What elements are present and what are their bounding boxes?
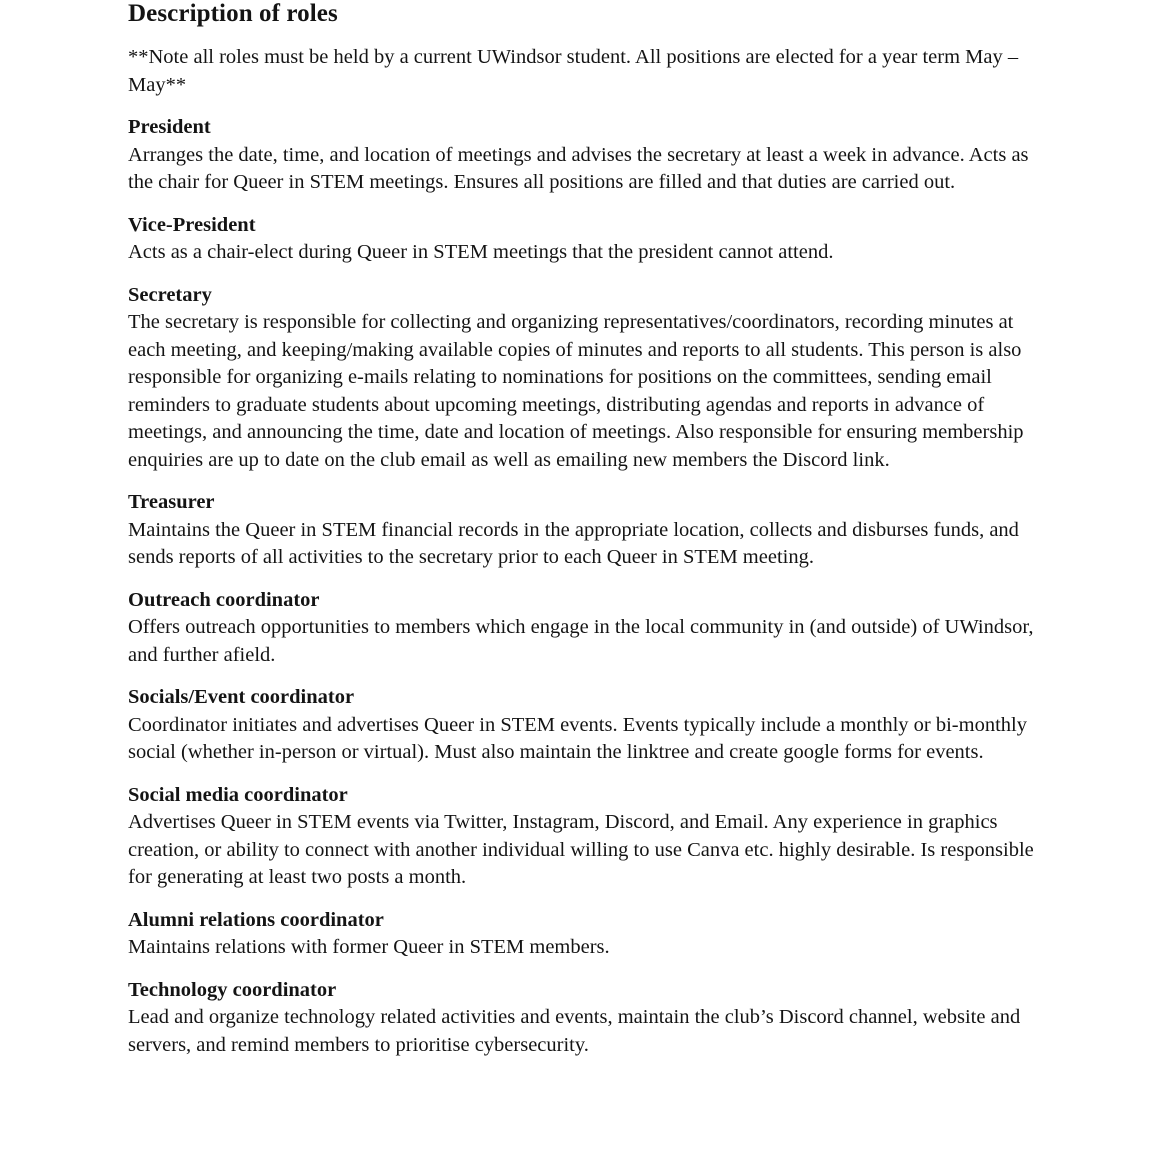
role-description: Coordinator initiates and advertises Queer in STEM events. Events typically include a monthly or bi-monthly social (whether in-person or virtual). Must also maintain the linktree and create google forms for events. (128, 713, 1027, 763)
role-description: Maintains relations with former Queer in STEM members. (128, 936, 610, 958)
role-title: Socials/Event coordinator (128, 686, 355, 708)
role-title: Outreach coordinator (128, 588, 320, 611)
role-title: Alumni relations coordinator (128, 908, 384, 931)
role-title: President (128, 116, 211, 138)
eligibility-note: **Note all roles must be held by a current UWindsor student. All positions are elected for a year term May – May** (128, 46, 1019, 96)
role-secretary (128, 282, 1038, 475)
role-title: Technology coordinator (128, 978, 337, 1001)
role-title: Secretary (128, 283, 212, 306)
role-title: Vice-President (128, 213, 256, 236)
role-treasurer (128, 489, 1038, 572)
role-alumni-relations-coordinator (128, 907, 1038, 962)
role-description: Arranges the date, time, and location of meetings and advises the secretary at least a week in advance. Acts as the chair for Queer in STEM meetings. Ensures all positions are filled and that duties are carried out. (128, 143, 1029, 193)
role-description: Maintains the Queer in STEM financial records in the appropriate location, collects and disburses funds, and sends reports of all activities to the secretary prior to each Queer in STEM meeting. (128, 518, 1019, 568)
role-social-media-coordinator (128, 782, 1038, 892)
role-title: Social media coordinator (128, 783, 348, 806)
role-description: The secretary is responsible for collecting and organizing representatives/coordinators, recording minutes at each meeting, and keeping/making available copies of minutes and reports to all students. This person is also responsible for organizing e-mails relating to nominations for positions on the committees, sending email reminders to graduate students about upcoming meetings, distributing agendas and reports in advance of meetings, and announcing the time, date and location of meetings. Also responsible for ensuring membership enquiries are up to date on the club email as well as emailing new members the Discord link. (128, 311, 1024, 471)
role-president (128, 114, 1038, 197)
document-page (128, 0, 1038, 1059)
role-description: Lead and organize technology related activities and events, maintain the club’s Discord channel, website and servers, and remind members to prioritise cybersecurity. (128, 1006, 1021, 1056)
role-description: Offers outreach opportunities to members which engage in the local community in (and outside) of UWindsor, and further afield. (128, 616, 1034, 666)
role-socials-event-coordinator (128, 684, 1038, 767)
role-title: Treasurer (128, 491, 215, 513)
document-title: Description of roles (128, 0, 338, 27)
role-description: Acts as a chair-elect during Queer in STEM meetings that the president cannot attend. (128, 241, 834, 263)
role-description: Advertises Queer in STEM events via Twitter, Instagram, Discord, and Email. Any experience in graphics creation, or ability to connect with another individual willing to use Canva etc. highly desirable. Is responsible for generating at least two posts a month. (128, 811, 1034, 888)
role-outreach-coordinator (128, 587, 1038, 670)
role-technology-coordinator (128, 977, 1038, 1060)
role-vice-president (128, 212, 1038, 267)
